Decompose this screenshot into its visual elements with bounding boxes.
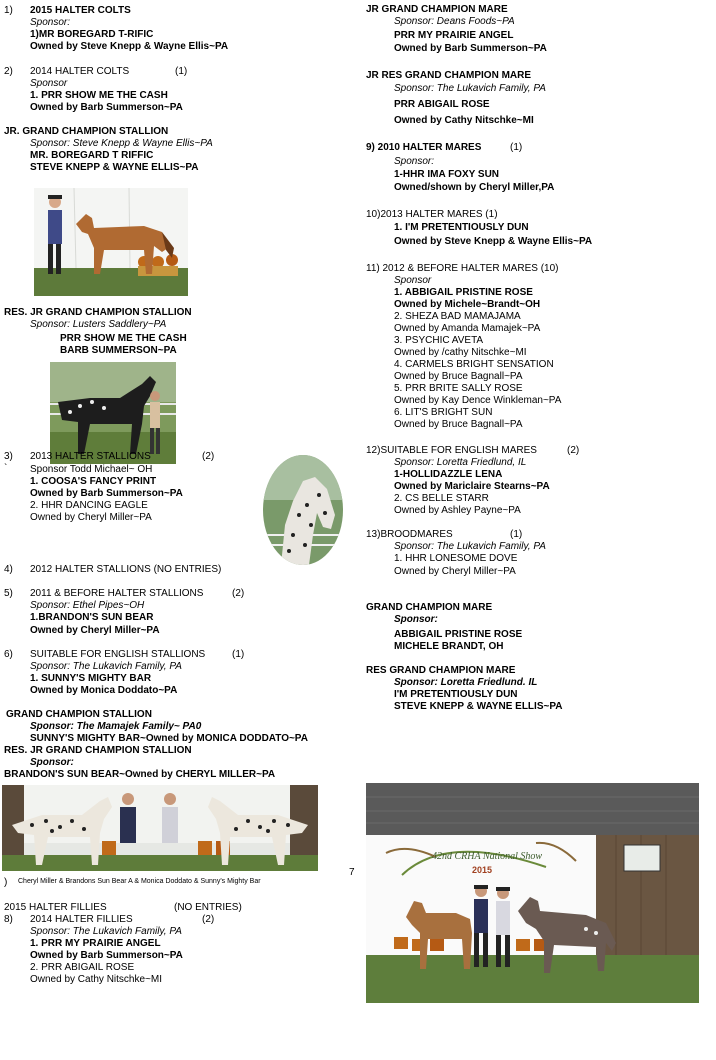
section-11-place-6: 6. LIT'S BRIGHT SUN (394, 407, 493, 418)
res-jr-gc-stallion-owner: BARB SUMMERSON~PA (60, 345, 177, 356)
section-10-owner: Owned by Steve Knepp & Wayne Ellis~PA (394, 236, 593, 247)
section-6-title: SUITABLE FOR ENGLISH STALLIONS (30, 649, 206, 660)
jr-gc-mare-horse: PRR MY PRAIRIE ANGEL (394, 30, 514, 41)
gc-mare-sponsor: Sponsor: (394, 614, 438, 625)
photo-national-show-mares (366, 783, 699, 1003)
section-3-number: 3) (4, 451, 13, 462)
gc-mare-title: GRAND CHAMPION MARE (366, 602, 493, 613)
photo-jr-champion-stallion (34, 188, 188, 296)
jr-res-gc-mare-title: JR RES GRAND CHAMPION MARE (366, 70, 532, 81)
photo-oval-appaloosa (263, 455, 343, 565)
section-9-title: 9) 2010 HALTER MARES (366, 142, 482, 153)
jr-gc-mare-owner: Owned by Barb Summerson~PA (394, 43, 547, 54)
banner-line-1: 42nd CRHA National Show (432, 851, 543, 862)
jr-res-gc-mare-owner: Owned by Cathy Nitschke~MI (394, 115, 534, 126)
section-5-title: 2011 & BEFORE HALTER STALLIONS (30, 588, 204, 599)
section-12-sponsor: Sponsor: Loretta Friedlund, IL (394, 457, 527, 468)
section-2-count: (1) (175, 66, 188, 77)
section-11-place-4: 4. CARMELS BRIGHT SENSATION (394, 359, 554, 370)
section-3-sponsor: Sponsor Todd Michael~ OH (30, 464, 153, 475)
section-4-number: 4) (4, 564, 13, 575)
section-1-title: 2015 HALTER COLTS (30, 5, 131, 16)
section-10-title: 10)2013 HALTER MARES (1) (366, 209, 498, 220)
section-9-count: (1) (510, 142, 523, 153)
section-11-place-3: 3. PSYCHIC AVETA (394, 335, 484, 346)
section-8-place-1: 1. PRR MY PRAIRIE ANGEL (30, 938, 161, 949)
res-jr-gc-stallion-horse: PRR SHOW ME THE CASH (60, 333, 187, 344)
section-6-sponsor: Sponsor: The Lukavich Family, PA (30, 661, 182, 672)
section-5-winner: 1.BRANDON'S SUN BEAR (30, 612, 154, 623)
section-1-winner: 1)MR BOREGARD T-RIFIC (30, 29, 154, 40)
section-11-owner-2: Owned by Amanda Mamajek~PA (394, 323, 541, 334)
section-2-title: 2014 HALTER COLTS (30, 66, 130, 77)
section-11-owner-5: Owned by Kay Dence Winkleman~PA (394, 395, 562, 406)
section-11-owner-4: Owned by Bruce Bagnall~PA (394, 371, 523, 382)
section-11-place-2: 2. SHEZA BAD MAMAJAMA (394, 311, 521, 322)
banner-line-2: 2015 (472, 865, 493, 875)
jr-res-gc-mare-sponsor: Sponsor: The Lukavich Family, PA (394, 83, 546, 94)
section-8-sponsor: Sponsor: The Lukavich Family, PA (30, 926, 182, 937)
res-gc-mare-owner: STEVE KNEPP & WAYNE ELLIS~PA (394, 701, 563, 712)
section-8-owner-1: Owned by Barb Summerson~PA (30, 950, 183, 961)
section-8-count: (2) (202, 914, 215, 925)
section-12-place-2: 2. CS BELLE STARR (394, 493, 489, 504)
section-2-number: 2) (4, 66, 13, 77)
gc-mare-horse: ABBIGAIL PRISTINE ROSE (394, 629, 523, 640)
section-6-count: (1) (232, 649, 245, 660)
res-gc-mare-title: RES GRAND CHAMPION MARE (366, 665, 516, 676)
section-3-title: 2013 HALTER STALLIONS (30, 451, 151, 462)
photo-two-stallions (2, 785, 318, 871)
section-4-title: 2012 HALTER STALLIONS (NO ENTRIES) (30, 564, 222, 575)
gc-stallion-line: SUNNY'S MIGHTY BAR~Owned by MONICA DODDATO~PA (30, 733, 308, 744)
section-3-count: (2) (202, 451, 215, 462)
res-jr-gc-stallion-2-title: RES. JR GRAND CHAMPION STALLION (4, 745, 192, 756)
section-11-owner-3: Owned by /cathy Nitschke~MI (394, 347, 527, 358)
section-11-place-5: 5. PRR BRITE SALLY ROSE (394, 383, 523, 394)
section-8-owner-2: Owned by Cathy Nitschke~MI (30, 974, 162, 985)
section-9-winner: 1-HHR IMA FOXY SUN (394, 169, 500, 180)
caption-mark: ) (4, 877, 8, 888)
section-5-count: (2) (232, 588, 245, 599)
jr-gc-mare-title: JR GRAND CHAMPION MARE (366, 4, 508, 15)
res-jr-gc-stallion-2-line: BRANDON'S SUN BEAR~Owned by CHERYL MILLER~PA (4, 769, 276, 780)
section-5-owner: Owned by Cheryl Miller~PA (30, 625, 160, 636)
res-gc-mare-sponsor: Sponsor: Loretta Friedlund. IL (394, 677, 538, 688)
section-8-place-2: 2. PRR ABIGAIL ROSE (30, 962, 135, 973)
photo-res-jr-stallion (50, 362, 176, 464)
jr-gc-stallion-sponsor: Sponsor: Steve Knepp & Wayne Ellis~PA (30, 138, 213, 149)
section-10-winner: 1. I'M PRETENTIOUSLY DUN (394, 222, 529, 233)
jr-gc-mare-sponsor: Sponsor: Deans Foods~PA (394, 16, 515, 27)
photo-caption: Cheryl Miller & Brandons Sun Bear A & Monica Doddato & Sunny's Mighty Bar (18, 878, 261, 885)
section-3-owner-1: Owned by Barb Summerson~PA (30, 488, 183, 499)
jr-res-gc-mare-horse: PRR ABIGAIL ROSE (394, 99, 490, 110)
section-8-number: 8) (4, 914, 13, 925)
section-12-owner-2: Owned by Ashley Payne~PA (394, 505, 521, 516)
section-9-sponsor: Sponsor: (394, 156, 435, 167)
section-13-place-1: 1. HHR LONESOME DOVE (394, 553, 518, 564)
jr-gc-stallion-title: JR. GRAND CHAMPION STALLION (4, 126, 169, 137)
section-9-owner: Owned/shown by Cheryl Miller,PA (394, 182, 555, 193)
section-3-place-2: 2. HHR DANCING EAGLE (30, 500, 148, 511)
section-13-owner-1: Owned by Cheryl Miller~PA (394, 566, 516, 577)
section-8-title: 2014 HALTER FILLIES (30, 914, 133, 925)
section-13-title: 13)BROODMARES (366, 529, 453, 540)
section-2-sponsor: Sponsor (30, 78, 68, 89)
section-3-tick: ` (4, 463, 8, 474)
section-11-sponsor: Sponsor (394, 275, 432, 286)
section-1-sponsor: Sponsor: (30, 17, 71, 28)
gc-mare-owner: MICHELE BRANDT, OH (394, 641, 504, 652)
section-13-sponsor: Sponsor: The Lukavich Family, PA (394, 541, 546, 552)
section-11-place-1: 1. ABBIGAIL PRISTINE ROSE (394, 287, 533, 298)
res-jr-gc-stallion-2-sponsor: Sponsor: (30, 757, 74, 768)
section-2-owner: Owned by Barb Summerson~PA (30, 102, 183, 113)
section-5-number: 5) (4, 588, 13, 599)
res-jr-gc-stallion-sponsor: Sponsor: Lusters Saddlery~PA (30, 319, 167, 330)
section-11-owner-6: Owned by Bruce Bagnall~PA (394, 419, 523, 430)
page-number: 7 (349, 867, 355, 878)
section-11-owner-1: Owned by Michele~Brandt~OH (394, 299, 541, 310)
gc-stallion-title: GRAND CHAMPION STALLION (6, 709, 152, 720)
section-12-owner-1: Owned by Mariclaire Stearns~PA (394, 481, 550, 492)
section-1-owner: Owned by Steve Knepp & Wayne Ellis~PA (30, 41, 229, 52)
section-6-number: 6) (4, 649, 13, 660)
section-12-count: (2) (567, 445, 580, 456)
section-6-winner: 1. SUNNY'S MIGHTY BAR (30, 673, 152, 684)
section-13-count: (1) (510, 529, 523, 540)
section-2-winner: 1. PRR SHOW ME THE CASH (30, 90, 168, 101)
section-3-place-1: 1. COOSA'S FANCY PRINT (30, 476, 157, 487)
section-3-owner-2: Owned by Cheryl Miller~PA (30, 512, 152, 523)
gc-stallion-sponsor: Sponsor: The Mamajek Family~ PA0 (30, 721, 202, 732)
res-gc-mare-horse: I'M PRETENTIOUSLY DUN (394, 689, 518, 700)
res-jr-gc-stallion-title: RES. JR GRAND CHAMPION STALLION (4, 307, 192, 318)
section-7-title: 2015 HALTER FILLIES (4, 902, 107, 913)
section-1-number: 1) (4, 5, 13, 16)
section-7-note: (NO ENTRIES) (174, 902, 242, 913)
jr-gc-stallion-owner: STEVE KNEPP & WAYNE ELLIS~PA (30, 162, 199, 173)
section-6-owner: Owned by Monica Doddato~PA (30, 685, 178, 696)
section-12-place-1: 1-HOLLIDAZZLE LENA (394, 469, 503, 480)
section-5-sponsor: Sponsor: Ethel Pipes~OH (30, 600, 145, 611)
jr-gc-stallion-horse: MR. BOREGARD T RIFFIC (30, 150, 154, 161)
section-12-title: 12)SUITABLE FOR ENGLISH MARES (366, 445, 537, 456)
section-11-title: 11) 2012 & BEFORE HALTER MARES (10) (366, 263, 559, 274)
